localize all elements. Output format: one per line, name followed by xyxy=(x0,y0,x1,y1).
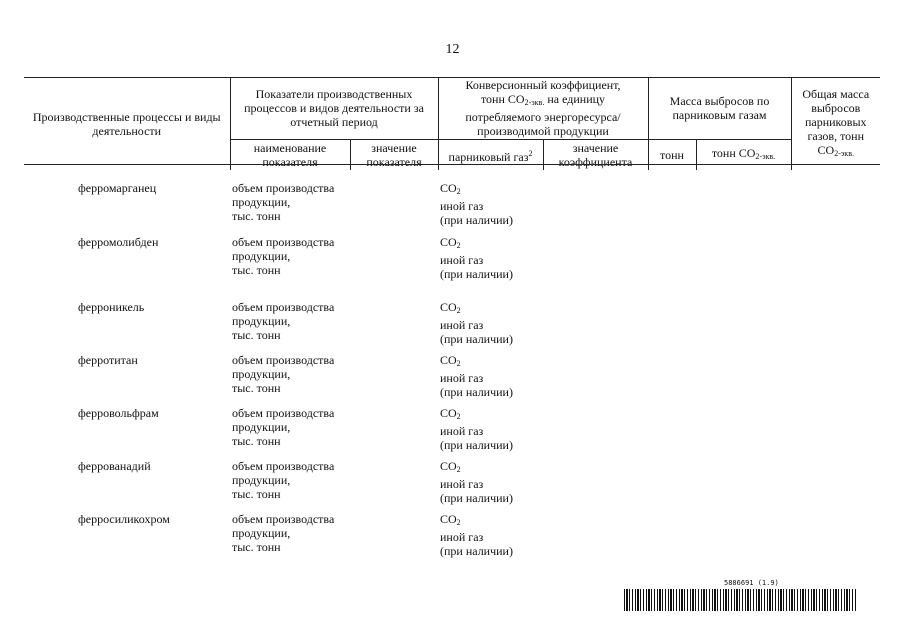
gas-other: иной газ xyxy=(440,477,484,491)
process-name: ферротитан xyxy=(78,353,138,367)
total-mass-label: Общая масса выбросов парниковых газов, тонн CO xyxy=(802,86,870,157)
process-name: ферровольфрам xyxy=(78,406,159,420)
header-indicator-name: наименование показателя xyxy=(230,140,350,171)
indicator-line: объем производства xyxy=(232,235,335,249)
gas-other: иной газ xyxy=(440,199,484,213)
indicator-line: тыс. тонн xyxy=(232,328,281,342)
indicator-name xyxy=(232,300,382,342)
gas-other-note: (при наличии) xyxy=(440,385,513,399)
gas-other: иной газ xyxy=(440,253,484,267)
process-name: ферросиликохром xyxy=(78,512,170,526)
gas-other: иной газ xyxy=(440,424,484,438)
gas-other: иной газ xyxy=(440,318,484,332)
gas-list xyxy=(440,300,550,346)
indicator-line: объем производства xyxy=(232,459,335,473)
header-indicators-group: Показатели производственных процессов и видов деятельности за отчетный период xyxy=(230,77,438,140)
indicator-line: продукции, xyxy=(232,249,291,263)
tonnes-co2-sub: 2-экв. xyxy=(755,152,776,161)
header-total-mass xyxy=(791,77,880,170)
total-mass-sub: 2-экв. xyxy=(834,148,854,158)
gas-other-note: (при наличии) xyxy=(440,438,513,452)
header-gas xyxy=(438,140,543,171)
indicator-line: объем производства xyxy=(232,300,335,314)
header-coefficient-value: значение коэффициента xyxy=(543,140,648,171)
table-header xyxy=(24,77,880,170)
indicator-name xyxy=(232,459,382,501)
process-name: ферромарганец xyxy=(78,181,157,195)
gas-other: иной газ xyxy=(440,530,484,544)
indicator-line: продукции, xyxy=(232,314,291,328)
process-name: ферроникель xyxy=(78,300,145,314)
conversion-line2b: на единицу xyxy=(544,92,606,106)
header-tonnes-co2 xyxy=(696,140,791,171)
indicator-line: тыс. тонн xyxy=(232,434,281,448)
indicator-line: продукции, xyxy=(232,420,291,434)
indicator-name xyxy=(232,235,382,277)
indicator-name xyxy=(232,353,382,395)
indicator-name xyxy=(232,512,382,554)
gas-list xyxy=(440,235,550,281)
gas-list xyxy=(440,353,550,399)
barcode-number: 5886691 (1.9) xyxy=(724,579,779,587)
indicator-line: тыс. тонн xyxy=(232,381,281,395)
gas-list xyxy=(440,459,550,505)
header-conversion-group xyxy=(438,77,648,140)
indicator-line: продукции, xyxy=(232,195,291,209)
indicator-line: тыс. тонн xyxy=(232,487,281,501)
gas-other-note: (при наличии) xyxy=(440,491,513,505)
gas-co2: $CO_2$ xyxy=(440,353,461,368)
indicator-line: объем производства xyxy=(232,181,335,195)
tonnes-co2-label: тонн CO xyxy=(711,146,756,160)
header-process-column: Производственные процессы и виды деятельности xyxy=(24,77,230,170)
indicator-name xyxy=(232,181,382,223)
conversion-line1: Конверсионный коэффициент, xyxy=(465,78,621,92)
gas-list xyxy=(440,512,550,558)
process-name: ферромолибден xyxy=(78,235,159,249)
gas-co2: $CO_2$ xyxy=(440,512,461,527)
page-number: 12 xyxy=(445,42,460,57)
header-bottom-rule xyxy=(24,164,880,165)
conversion-sub: 2-экв. xyxy=(524,98,545,107)
barcode-icon xyxy=(624,589,856,611)
gas-other-note: (при наличии) xyxy=(440,332,513,346)
gas-list xyxy=(440,181,550,227)
gas-other: иной газ xyxy=(440,371,484,385)
gas-co2: $CO_2$ xyxy=(440,459,461,474)
gas-co2: $CO_2$ xyxy=(440,235,461,250)
header-tonnes: тонн xyxy=(648,140,696,171)
gas-other-note: (при наличии) xyxy=(440,267,513,281)
header-indicator-value: значение показателя xyxy=(350,140,438,171)
gas-co2: $CO_2$ xyxy=(440,406,461,421)
indicator-line: тыс. тонн xyxy=(232,263,281,277)
gas-label: парниковый газ xyxy=(448,149,529,164)
process-name: феррованадий xyxy=(78,459,151,473)
indicator-line: объем производства xyxy=(232,406,335,420)
gas-other-note: (при наличии) xyxy=(440,213,513,227)
gas-co2: $CO_2$ xyxy=(440,300,461,315)
indicator-name xyxy=(232,406,382,448)
header-mass-group: Масса выбросов по парниковым газам xyxy=(648,77,791,140)
indicator-line: объем производства xyxy=(232,512,335,526)
gas-footnote: 2 xyxy=(528,148,533,158)
indicator-line: продукции, xyxy=(232,367,291,381)
conversion-line2a: тонн CO xyxy=(480,92,525,106)
indicator-line: тыс. тонн xyxy=(232,540,281,554)
indicator-line: продукции, xyxy=(232,526,291,540)
indicator-line: тыс. тонн xyxy=(232,209,281,223)
gas-other-note: (при наличии) xyxy=(440,544,513,558)
indicator-line: объем производства xyxy=(232,353,335,367)
conversion-line3: потребляемого энергоресурса/ производимой продукции xyxy=(465,110,621,138)
gas-list xyxy=(440,406,550,452)
indicator-line: продукции, xyxy=(232,473,291,487)
gas-co2: $CO_2$ xyxy=(440,181,461,196)
